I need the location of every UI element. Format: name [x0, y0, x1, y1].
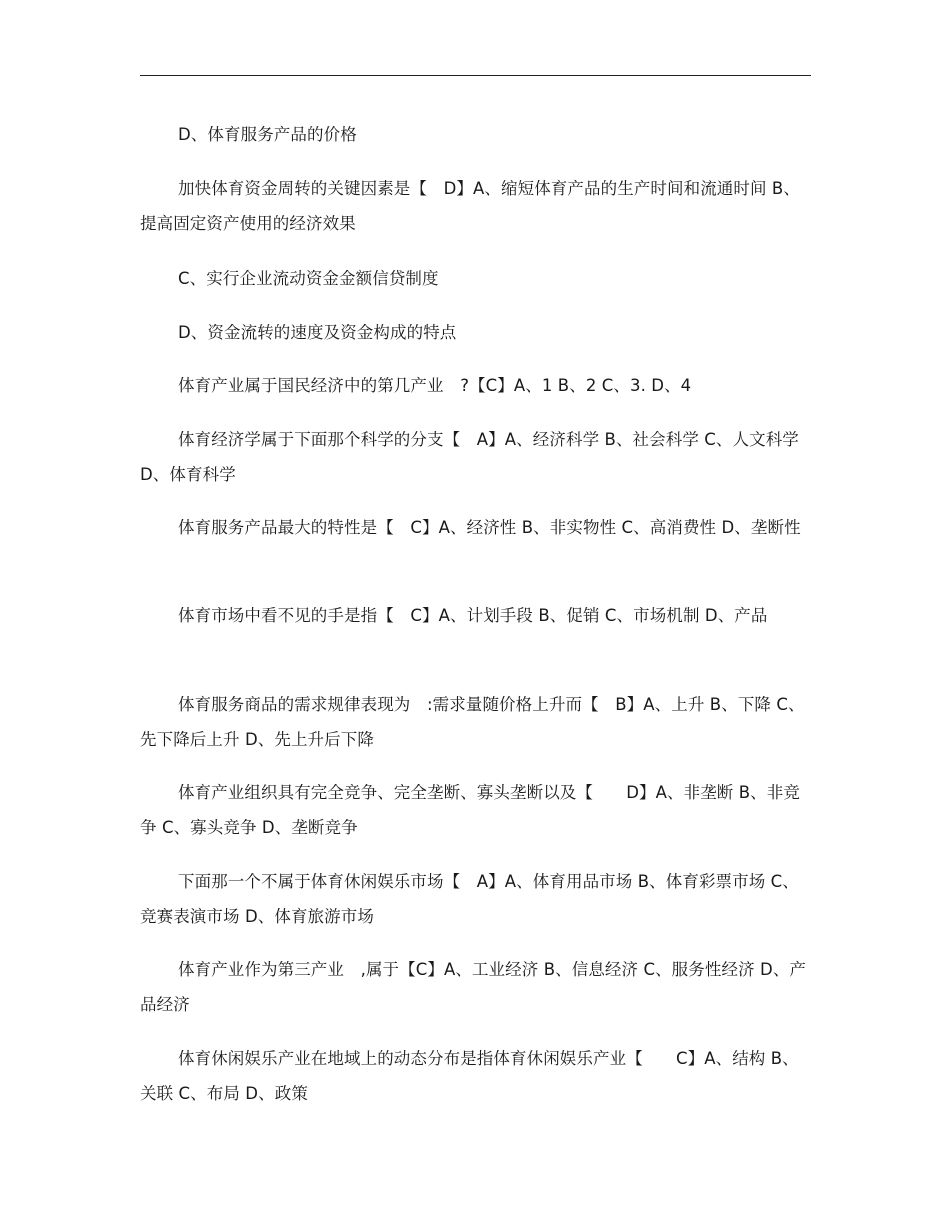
- paragraph-3: C、实行企业流动资金金额信贷制度: [178, 269, 439, 288]
- paragraph-8: 体育市场中看不见的手是指【 C】A、计划手段 B、促销 C、市场机制 D、产品: [178, 606, 768, 625]
- paragraph-5: 体育产业属于国民经济中的第几产业 ?【C】A、1 B、2 C、3. D、4: [178, 376, 692, 395]
- paragraph-1: D、体育服务产品的价格: [178, 125, 357, 144]
- paragraph-6: 体育经济学属于下面那个科学的分支【 A】A、经济科学 B、社会科学 C、人文科学 D、体育科学: [140, 430, 805, 484]
- paragraph-2: 加快体育资金周转的关键因素是【 D】A、缩短体育产品的生产时间和流通时间 B、提高固定资产使用的经济效果: [140, 179, 800, 233]
- paragraph-13: 体育休闲娱乐产业在地域上的动态分布是指体育休闲娱乐产业【 C】A、结构 B、关联 C、布局 D、政策: [140, 1049, 799, 1103]
- paragraph-4: D、资金流转的速度及资金构成的特点: [178, 323, 457, 342]
- paragraph-10: 体育产业组织具有完全竞争、完全垄断、寡头垄断以及【 D】A、非垄断 B、非竞争 C、寡头竞争 D、垄断竞争: [140, 783, 800, 837]
- paragraph-12: 体育产业作为第三产业 ,属于【C】A、工业经济 B、信息经济 C、服务性经济 D、产品经济: [140, 960, 807, 1014]
- paragraph-9: 体育服务商品的需求规律表现为 :需求量随价格上升而【 B】A、上升 B、下降 C、先下降后上升 D、先上升后下降: [140, 695, 805, 749]
- header-rule: [140, 75, 811, 76]
- paragraph-11: 下面那一个不属于体育休闲娱乐市场【 A】A、体育用品市场 B、体育彩票市场 C、竞赛表演市场 D、体育旅游市场: [140, 872, 799, 926]
- paragraph-7: 体育服务产品最大的特性是【 C】A、经济性 B、非实物性 C、高消费性 D、垄断性: [178, 518, 801, 537]
